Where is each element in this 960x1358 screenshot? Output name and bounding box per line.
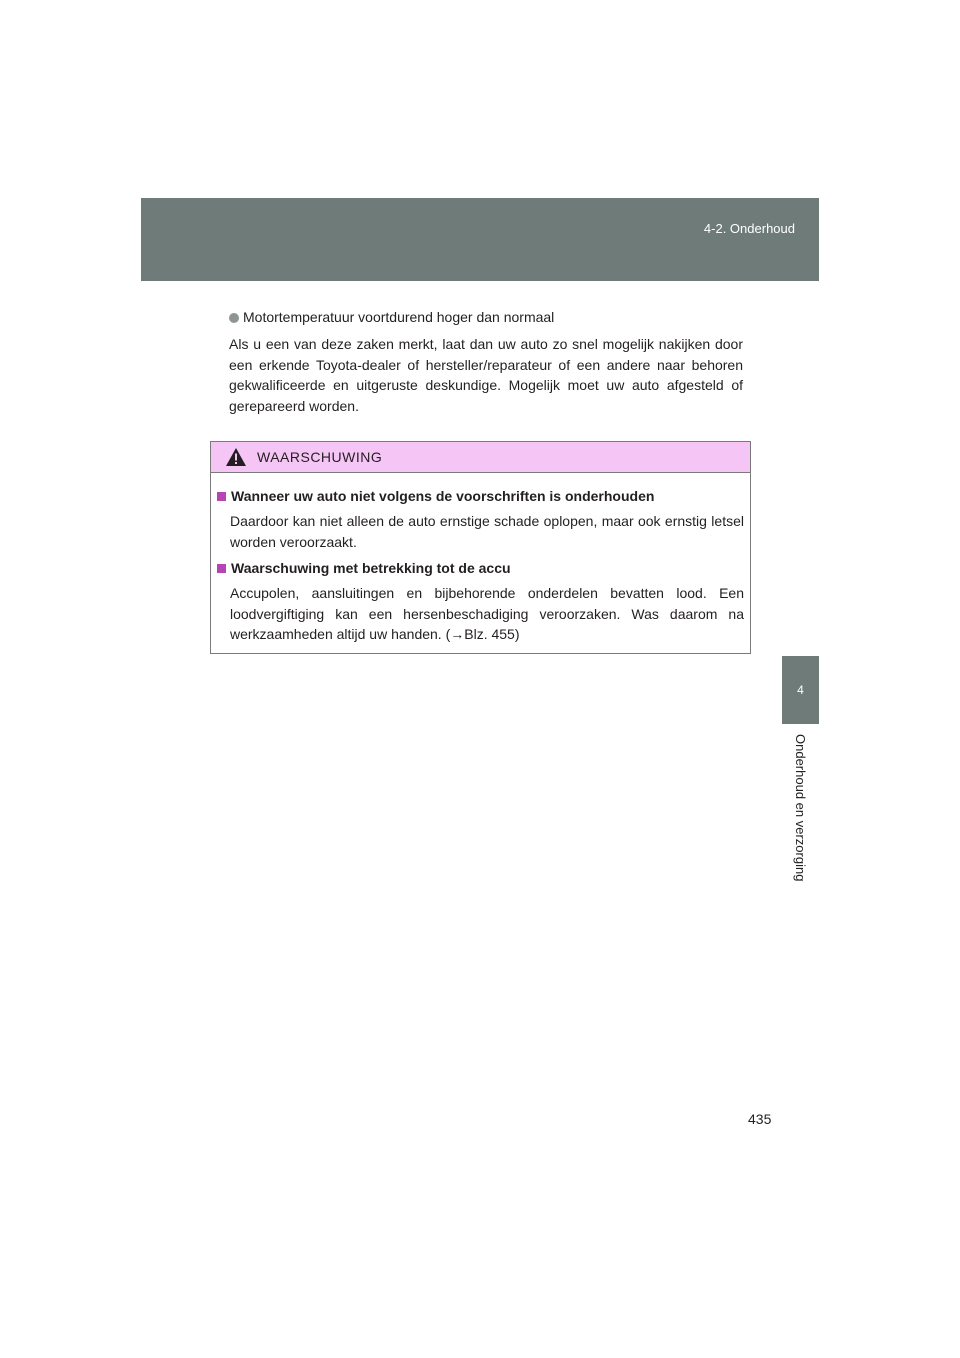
header-band xyxy=(141,198,819,281)
warning-header xyxy=(211,442,750,473)
page-number: 435 xyxy=(748,1111,772,1127)
warning-triangle-icon xyxy=(225,447,247,467)
section-title: 4-2. Onderhoud xyxy=(703,221,795,236)
warning-heading-text: Waarschuwing met betrekking tot de accu xyxy=(231,560,511,576)
intro-content xyxy=(229,308,743,416)
chapter-tab xyxy=(782,656,819,724)
bullet-text: Motortemperatuur voortdurend hoger dan normaal xyxy=(243,309,555,325)
warning-item-heading xyxy=(217,558,744,578)
warning-heading-text: Wanneer uw auto niet volgens de voorschriften is onderhouden xyxy=(231,488,655,504)
bullet-dot-icon xyxy=(229,313,239,323)
chapter-label-container xyxy=(782,734,819,904)
warning-item-text: Accupolen, aansluitingen en bijbehorende onderdelen bevatten lood. Een loodvergiftiging kan een hersenbeschadiging veroorzaken. Was daarom na werkzaamheden altijd uw handen. (→Blz. 455) xyxy=(230,585,744,642)
warning-title: WAARSCHUWING xyxy=(257,449,383,465)
warning-body xyxy=(211,473,750,645)
square-bullet-icon xyxy=(217,564,226,573)
chapter-number: 4 xyxy=(797,683,804,697)
chapter-label: Onderhoud en verzorging xyxy=(793,734,808,882)
warning-item-heading xyxy=(217,486,744,506)
bullet-item xyxy=(229,308,743,327)
square-bullet-icon xyxy=(217,492,226,501)
intro-paragraph: Als u een van deze zaken merkt, laat dan uw auto zo snel mogelijk nakijken door een erkende Toyota-dealer of hersteller/reparateur of een andere naar behoren gekwalificeerde en uitgeruste deskundige. Mogelijk moet uw auto afgesteld of gerepareerd worden. xyxy=(229,336,743,414)
warning-box xyxy=(210,441,751,654)
warning-item xyxy=(217,486,744,552)
warning-item xyxy=(217,558,744,645)
warning-item-text: Daardoor kan niet alleen de auto ernstige schade oplopen, maar ook ernstig letsel worden veroorzaakt. xyxy=(230,513,744,550)
